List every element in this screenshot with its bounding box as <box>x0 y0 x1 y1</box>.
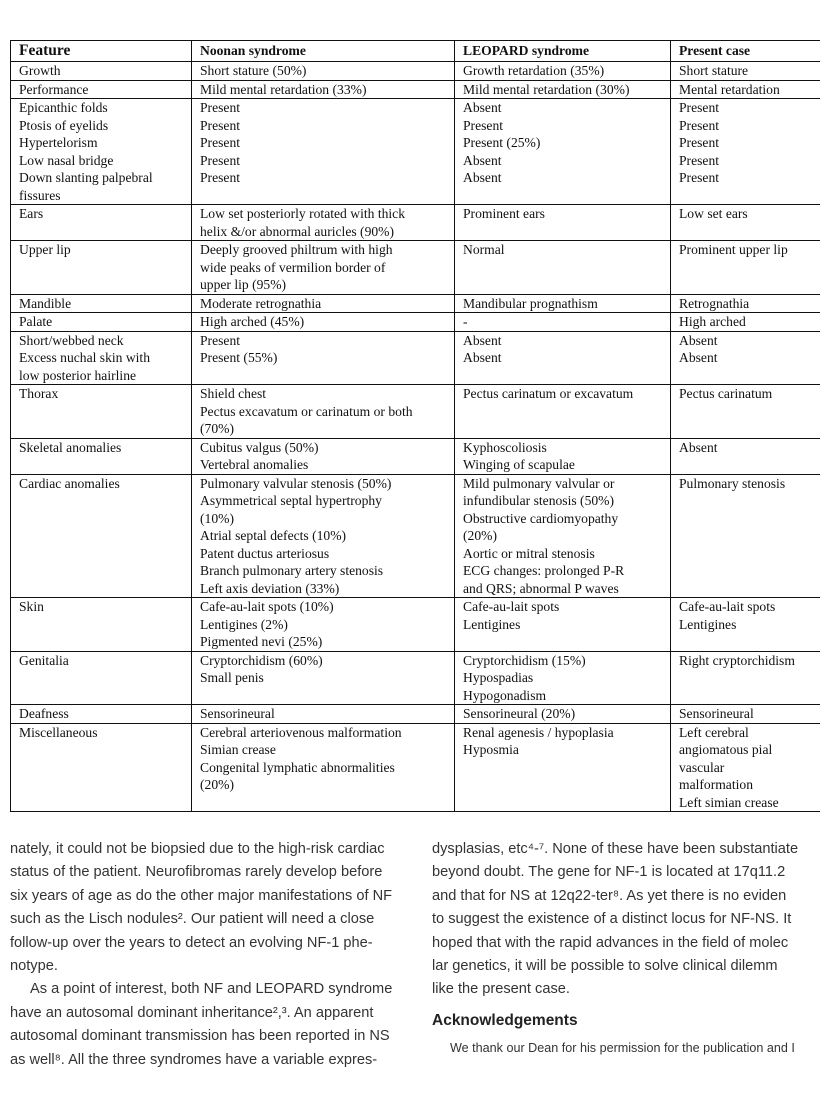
table-cell-noonan <box>192 313 455 332</box>
table-cell-noonan <box>192 331 455 385</box>
cell-line: Present <box>679 135 720 150</box>
cell-line: Present <box>200 100 241 115</box>
body-line: and that for NS at 12q22-ter⁸. As yet there is no eviden <box>432 887 787 904</box>
cell-line: Excess nuchal skin with <box>19 350 151 365</box>
cell-line: Pulmonary valvular stenosis (50%) <box>200 475 392 491</box>
cell-line: (20%) <box>463 528 497 543</box>
table-cell-feature <box>11 62 192 81</box>
cell-line: ECG changes: prolonged P-R <box>463 563 625 578</box>
table-cell-leopard <box>455 62 671 81</box>
table-cell-feature <box>11 294 192 313</box>
body-line: as well⁸. All the three syndromes have a variable expres- <box>10 1051 378 1068</box>
cell-line: Present <box>200 332 241 348</box>
cell-line: Hypertelorism <box>19 135 98 150</box>
table-cell-present <box>671 99 820 205</box>
cell-line: Simian crease <box>200 742 276 757</box>
table-cell-present <box>671 331 820 385</box>
cell-line: Atrial septal defects (10%) <box>200 528 347 543</box>
body-line: follow-up over the years to detect an evolving NF-1 phe- <box>10 934 373 951</box>
header-feature: Feature <box>11 41 192 62</box>
cell-line: - <box>463 314 468 329</box>
table-cell-feature <box>11 598 192 652</box>
table-row <box>11 723 820 812</box>
cell-line: Normal <box>463 242 505 257</box>
cell-line: Growth retardation (35%) <box>463 63 605 78</box>
table-cell-feature <box>11 438 192 474</box>
cell-line: Cryptorchidism (60%) <box>200 652 323 668</box>
cell-line: Cafe-au-lait spots (10%) <box>200 599 334 614</box>
cell-line: Ptosis of eyelids <box>19 117 109 133</box>
cell-line: Right cryptorchidism <box>679 652 795 668</box>
acknowledgements-heading: Acknowledgements <box>432 1011 578 1029</box>
cell-line: Present <box>679 170 720 185</box>
cell-line: Cerebral arteriovenous malformation <box>200 724 402 740</box>
table-cell-leopard <box>455 474 671 598</box>
cell-line: Cubitus valgus (50%) <box>200 439 319 455</box>
cell-line: Sensorineural <box>200 706 275 721</box>
cell-line: Winging of scapulae <box>463 457 575 472</box>
table-cell-noonan <box>192 651 455 705</box>
table-cell-feature <box>11 385 192 439</box>
cell-line: Pectus excavatum or carinatum or both <box>200 403 413 419</box>
table-row <box>11 313 820 332</box>
cell-line: Absent <box>463 170 502 185</box>
table-cell-feature <box>11 331 192 385</box>
cell-line: Present <box>679 117 720 133</box>
table-row <box>11 598 820 652</box>
cell-line: Upper lip <box>19 242 71 257</box>
cell-line: Moderate retrognathia <box>200 295 322 311</box>
cell-line: Short stature <box>679 63 749 78</box>
cell-line: helix &/or abnormal auricles (90%) <box>200 223 395 239</box>
cell-line: (20%) <box>200 777 234 792</box>
cell-line: Performance <box>19 81 89 97</box>
cell-line: Palate <box>19 314 53 329</box>
table-cell-present <box>671 651 820 705</box>
cell-line: Ears <box>19 206 44 221</box>
cell-line: Small penis <box>200 670 264 685</box>
table-cell-noonan <box>192 80 455 99</box>
table-row <box>11 80 820 99</box>
header-noonan-syndrome: Noonan syndrome <box>192 41 455 62</box>
cell-line: Present (25%) <box>463 135 541 150</box>
table-header-row <box>11 41 820 62</box>
table-cell-noonan <box>192 598 455 652</box>
cell-line: Left simian crease <box>679 794 779 810</box>
cell-line: Growth <box>19 63 61 78</box>
cell-line: Pigmented nevi (25%) <box>200 634 323 649</box>
cell-line: Left axis deviation (33%) <box>200 580 340 596</box>
cell-line: Cardiac anomalies <box>19 475 120 491</box>
cell-line: wide peaks of vermilion border of <box>200 259 386 275</box>
body-line: six years of age as do the other major manifestations of NF <box>10 887 393 904</box>
cell-line: Absent <box>463 350 502 365</box>
table-cell-present <box>671 294 820 313</box>
body-line: have an autosomal dominant inheritance²,³. An apparent <box>10 1004 374 1021</box>
cell-line: Present <box>200 117 241 133</box>
table-cell-present <box>671 62 820 81</box>
acknowledgements-text: We thank our Dean for his permission for the publication and I <box>450 1040 795 1055</box>
table-cell-noonan <box>192 474 455 598</box>
table-body <box>11 62 820 812</box>
feature-comparison-table <box>10 40 820 812</box>
table-cell-present <box>671 313 820 332</box>
table-row <box>11 99 820 205</box>
cell-line: Hypogonadism <box>463 687 547 703</box>
cell-line: Congenital lymphatic abnormalities <box>200 759 395 775</box>
header-present-case: Present case <box>671 41 820 62</box>
body-line: nately, it could not be biopsied due to the high-risk cardiac <box>10 841 385 857</box>
table-cell-present <box>671 474 820 598</box>
cell-line: Sensorineural <box>679 706 754 721</box>
body-line: beyond doubt. The gene for NF-1 is located at 17q11.2 <box>432 864 786 881</box>
cell-line: Mandibular prognathism <box>463 295 598 311</box>
body-line: lar genetics, it will be possible to solve clinical dilemm <box>432 958 778 975</box>
cell-line: low posterior hairline <box>19 367 137 383</box>
cell-line: Mild pulmonary valvular or <box>463 475 615 491</box>
cell-line: Renal agenesis / hypoplasia <box>463 724 614 740</box>
left-text-column <box>10 838 408 1072</box>
cell-line: Branch pulmonary artery stenosis <box>200 563 384 578</box>
table-cell-present <box>671 705 820 724</box>
cell-line: Hypospadias <box>463 670 534 685</box>
cell-line: Absent <box>463 152 502 168</box>
cell-line: Lentigines <box>463 616 521 632</box>
cell-line: Deeply grooved philtrum with high <box>200 242 393 257</box>
cell-line: Prominent upper lip <box>679 242 788 257</box>
table-cell-feature <box>11 241 192 295</box>
cell-line: Obstructive cardiomyopathy <box>463 510 619 526</box>
cell-line: Short/webbed neck <box>19 332 124 348</box>
cell-line: Sensorineural (20%) <box>463 706 576 721</box>
cell-line: (70%) <box>200 421 234 436</box>
body-line: like the present case. <box>432 981 570 998</box>
cell-line: Vertebral anomalies <box>200 457 309 472</box>
table-cell-feature <box>11 705 192 724</box>
body-line: status of the patient. Neurofibromas rarely develop before <box>10 864 383 881</box>
body-line: hoped that with the rapid advances in the field of molec <box>432 934 789 951</box>
cell-line: Asymmetrical septal hypertrophy <box>200 493 382 508</box>
table-cell-noonan <box>192 438 455 474</box>
cell-line: Low set posteriorly rotated with thick <box>200 206 405 221</box>
table-cell-leopard <box>455 651 671 705</box>
cell-line: Aortic or mitral stenosis <box>463 545 595 561</box>
cell-line: Skin <box>19 599 44 614</box>
table-row <box>11 331 820 385</box>
table-cell-feature <box>11 313 192 332</box>
cell-line: Present <box>200 135 241 150</box>
article-body-text <box>10 838 820 1103</box>
body-line: such as the Lisch nodules². Our patient will need a close <box>10 911 375 928</box>
comparison-table-container <box>10 40 820 824</box>
table-cell-feature <box>11 80 192 99</box>
table-cell-present <box>671 598 820 652</box>
table-row <box>11 438 820 474</box>
cell-line: Absent <box>679 332 718 348</box>
table-cell-feature <box>11 723 192 812</box>
table-cell-noonan <box>192 205 455 241</box>
cell-line: Present <box>679 100 720 115</box>
cell-line: Left cerebral <box>679 724 749 740</box>
cell-line: infundibular stenosis (50%) <box>463 493 615 508</box>
cell-line: Pectus carinatum or excavatum <box>463 386 634 401</box>
table-row <box>11 705 820 724</box>
cell-line: Absent <box>463 100 502 115</box>
cell-line: Low set ears <box>679 206 748 221</box>
table-cell-leopard <box>455 385 671 439</box>
table-cell-noonan <box>192 99 455 205</box>
cell-line: Miscellaneous <box>19 724 98 740</box>
cell-line: Pulmonary stenosis <box>679 475 786 491</box>
table-row <box>11 385 820 439</box>
cell-line: angiomatous pial <box>679 742 773 757</box>
cell-line: Absent <box>679 350 718 365</box>
body-line: autosomal dominant transmission has been reported in NS <box>10 1028 390 1045</box>
table-cell-present <box>671 723 820 812</box>
cell-line: Mild mental retardation (30%) <box>463 81 630 97</box>
body-line: to suggest the existence of a distinct locus for NF-NS. It <box>432 911 792 928</box>
cell-line: Present <box>200 170 241 185</box>
table-cell-present <box>671 205 820 241</box>
table-cell-leopard <box>455 598 671 652</box>
cell-line: Prominent ears <box>463 206 545 221</box>
table-cell-noonan <box>192 705 455 724</box>
cell-line: Hyposmia <box>463 742 519 757</box>
table-cell-leopard <box>455 438 671 474</box>
header-leopard-syndrome: LEOPARD syndrome <box>455 41 671 62</box>
cell-line: Patent ductus arteriosus <box>200 545 330 561</box>
cell-line: Genitalia <box>19 652 69 668</box>
table-row <box>11 205 820 241</box>
cell-line: vascular <box>679 759 725 775</box>
right-text-column <box>432 838 820 1059</box>
cell-line: upper lip (95%) <box>200 277 287 292</box>
table-row <box>11 474 820 598</box>
cell-line: Lentigines <box>679 616 737 632</box>
cell-line: Cryptorchidism (15%) <box>463 652 586 668</box>
cell-line: Cafe-au-lait spots <box>679 599 776 614</box>
cell-line: fissures <box>19 187 61 203</box>
cell-line: Shield chest <box>200 386 267 401</box>
table-row <box>11 62 820 81</box>
cell-line: Absent <box>463 332 502 348</box>
table-row <box>11 241 820 295</box>
cell-line: Present <box>463 117 504 133</box>
cell-line: Pectus carinatum <box>679 386 773 401</box>
table-cell-leopard <box>455 313 671 332</box>
table-cell-feature <box>11 99 192 205</box>
table-cell-noonan <box>192 62 455 81</box>
cell-line: Present (55%) <box>200 350 278 365</box>
cell-line: Mental retardation <box>679 81 780 97</box>
table-cell-leopard <box>455 294 671 313</box>
cell-line: Down slanting palpebral <box>19 170 153 185</box>
table-cell-feature <box>11 651 192 705</box>
table-cell-present <box>671 438 820 474</box>
table-cell-leopard <box>455 99 671 205</box>
cell-line: Present <box>679 152 720 168</box>
body-line: notype. <box>10 958 58 975</box>
table-cell-leopard <box>455 205 671 241</box>
table-row <box>11 651 820 705</box>
table-cell-noonan <box>192 723 455 812</box>
table-cell-leopard <box>455 723 671 812</box>
table-cell-feature <box>11 205 192 241</box>
table-cell-leopard <box>455 241 671 295</box>
table-cell-present <box>671 385 820 439</box>
cell-line: Retrognathia <box>679 295 750 311</box>
cell-line: Deafness <box>19 706 69 721</box>
table-cell-leopard <box>455 705 671 724</box>
cell-line: High arched <box>679 314 746 329</box>
table-cell-noonan <box>192 241 455 295</box>
cell-line: Skeletal anomalies <box>19 439 122 455</box>
table-cell-noonan <box>192 385 455 439</box>
cell-line: and QRS; abnormal P waves <box>463 580 619 596</box>
cell-line: Absent <box>679 439 718 455</box>
table-cell-present <box>671 80 820 99</box>
cell-line: Cafe-au-lait spots <box>463 599 560 614</box>
cell-line: Epicanthic folds <box>19 100 108 115</box>
body-line: As a point of interest, both NF and LEOPARD syndrome <box>30 981 393 998</box>
cell-line: (10%) <box>200 510 234 526</box>
table-cell-noonan <box>192 294 455 313</box>
body-line: dysplasias, etc⁴-⁷. None of these have been substantiate <box>432 841 799 857</box>
cell-line: Low nasal bridge <box>19 152 114 168</box>
table-cell-leopard <box>455 331 671 385</box>
cell-line: malformation <box>679 777 753 792</box>
table-row <box>11 294 820 313</box>
cell-line: Short stature (50%) <box>200 63 307 78</box>
cell-line: High arched (45%) <box>200 314 305 329</box>
cell-line: Mild mental retardation (33%) <box>200 81 367 97</box>
cell-line: Mandible <box>19 295 72 311</box>
cell-line: Lentigines (2%) <box>200 616 288 632</box>
table-cell-present <box>671 241 820 295</box>
table-cell-leopard <box>455 80 671 99</box>
cell-line: Thorax <box>19 386 59 401</box>
table-cell-feature <box>11 474 192 598</box>
cell-line: Kyphoscoliosis <box>463 439 547 455</box>
cell-line: Present <box>200 152 241 168</box>
